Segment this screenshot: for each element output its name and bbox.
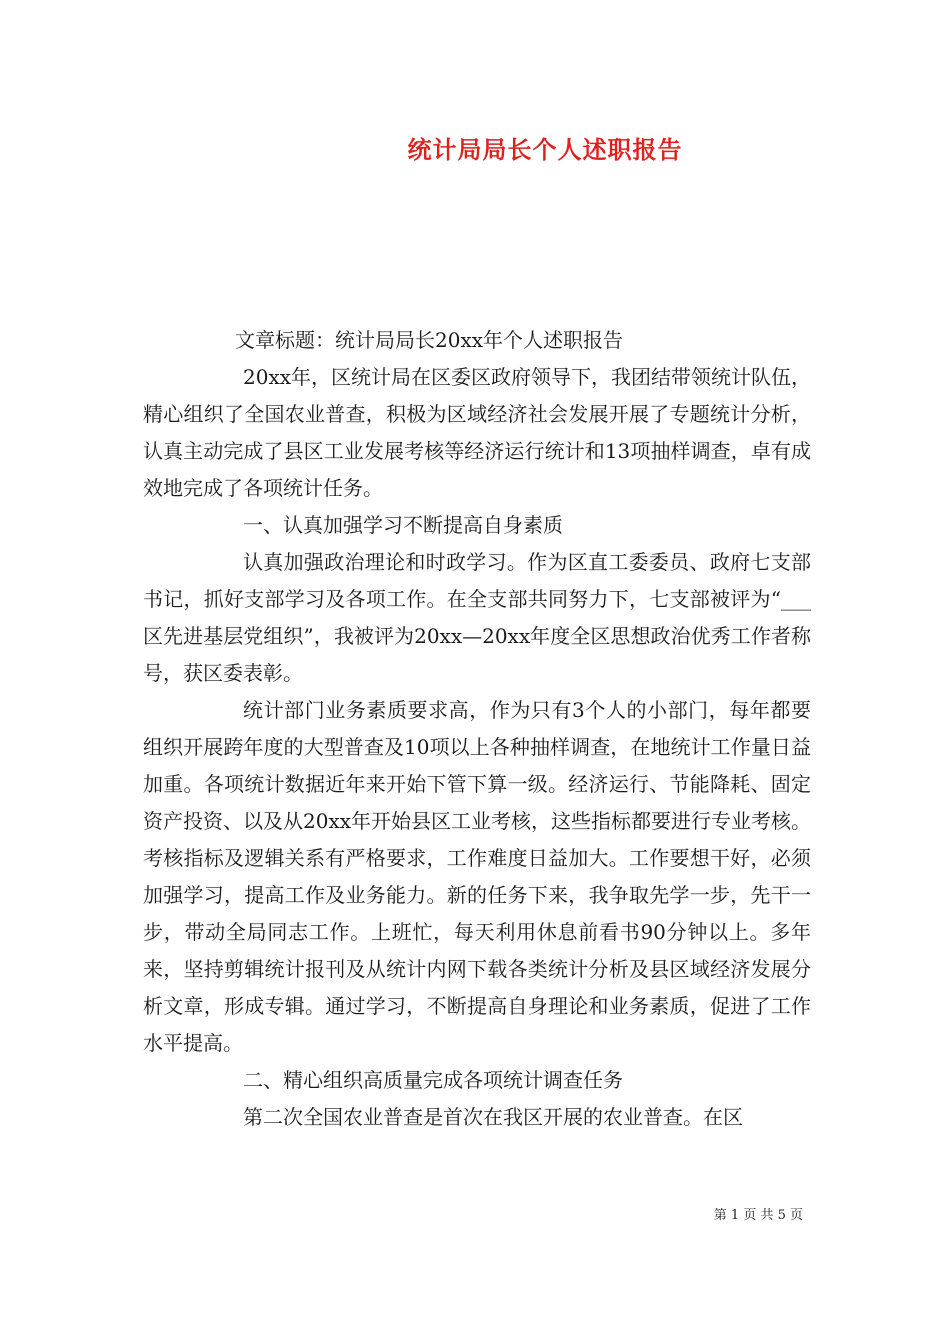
intro-paragraph: 20xx年，区统计局在区委区政府领导下，我团结带领统计队伍，精心组织了全国农业普查，积极为区域经济社会发展开展了专题统计分析，认真主动完成了县区工业发展考核等经济运行统计和13项抽样调查，卓有成效地完成了各项统计任务。 xyxy=(143,365,812,500)
body-paragraph: 第二次全国农业普查是首次在我区开展的农业普查。在区 xyxy=(243,1105,743,1129)
article-subtitle: 文章标题：统计局局长20xx年个人述职报告 xyxy=(235,328,624,352)
section-heading-1: 一、认真加强学习不断提高自身素质 xyxy=(243,513,563,537)
body-paragraph: 认真加强政治理论和时政学习。作为区直工委委员、政府七支部书记，抓好支部学习及各项工作。在全支部共同努力下，七支部被评为“___区先进基层党组织”，我被评为20xx—20xx年度全区思想政治优秀工作者称号，获区委表彰。 xyxy=(143,550,811,685)
document-title: 统计局局长个人述职报告 xyxy=(407,135,683,164)
page-number: 第 1 页 共 5 页 xyxy=(713,1208,803,1223)
section-heading-2: 二、精心组织高质量完成各项统计调查任务 xyxy=(243,1068,623,1092)
document-body xyxy=(143,322,811,1136)
body-paragraph: 统计部门业务素质要求高，作为只有3个人的小部门，每年都要组织开展跨年度的大型普查及10项以上各种抽样调查，在地统计工作量日益加重。各项统计数据近年来开始下管下算一级。经济运行、节能降耗、固定资产投资、以及从20xx年开始县区工业考核，这些指标都要进行专业考核。考核指标及逻辑关系有严格要求，工作难度日益加大。工作要想干好，必须加强学习，提高工作及业务能力。新的任务下来，我争取先学一步，先干一步，带动全局同志工作。上班忙，每天利用休息前看书90分钟以上。多年来，坚持剪辑统计报刊及从统计内网下载各类统计分析及县区域经济发展分析文章，形成专辑。通过学习，不断提高自身理论和业务素质，促进了工作水平提高。 xyxy=(143,698,812,1055)
